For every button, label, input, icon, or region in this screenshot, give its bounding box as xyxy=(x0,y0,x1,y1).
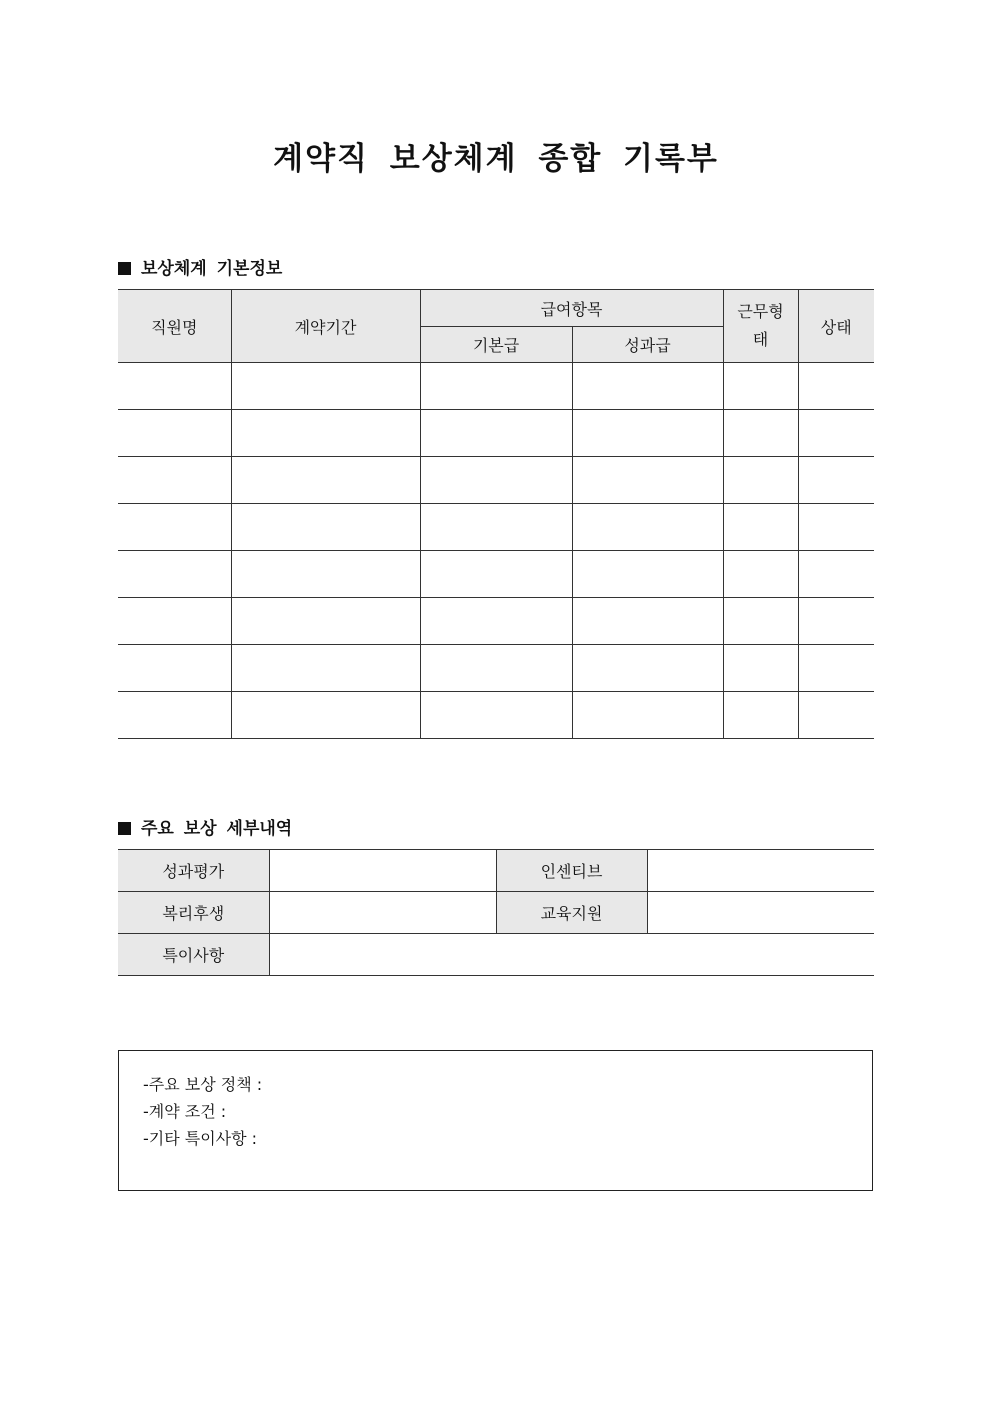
cell-work-type[interactable] xyxy=(723,410,798,457)
cell-base-pay[interactable] xyxy=(420,504,572,551)
header-contract-period: 계약기간 xyxy=(231,290,420,363)
cell-work-type[interactable] xyxy=(723,457,798,504)
label-incentive: 인센티브 xyxy=(496,850,647,892)
cell-bonus[interactable] xyxy=(572,692,723,739)
cell-work-type[interactable] xyxy=(723,598,798,645)
table-row xyxy=(118,551,874,598)
cell-bonus[interactable] xyxy=(572,363,723,410)
cell-bonus[interactable] xyxy=(572,551,723,598)
square-bullet-icon xyxy=(118,822,131,835)
cell-status[interactable] xyxy=(798,692,874,739)
table-row xyxy=(118,934,874,976)
value-remarks[interactable] xyxy=(269,934,874,976)
cell-name[interactable] xyxy=(118,645,231,692)
cell-period[interactable] xyxy=(231,692,420,739)
cell-base-pay[interactable] xyxy=(420,598,572,645)
value-education-support[interactable] xyxy=(647,892,874,934)
cell-name[interactable] xyxy=(118,598,231,645)
cell-work-type[interactable] xyxy=(723,363,798,410)
cell-name[interactable] xyxy=(118,410,231,457)
page-title: 계약직 보상체계 종합 기록부 xyxy=(273,141,719,177)
table-row xyxy=(118,363,874,410)
cell-base-pay[interactable] xyxy=(420,645,572,692)
label-welfare: 복리후생 xyxy=(118,892,269,934)
cell-base-pay[interactable] xyxy=(420,457,572,504)
cell-work-type[interactable] xyxy=(723,504,798,551)
cell-period[interactable] xyxy=(231,598,420,645)
cell-period[interactable] xyxy=(231,645,420,692)
cell-status[interactable] xyxy=(798,551,874,598)
cell-bonus[interactable] xyxy=(572,645,723,692)
cell-status[interactable] xyxy=(798,457,874,504)
square-bullet-icon xyxy=(118,262,131,275)
compensation-details-table xyxy=(118,849,874,976)
cell-bonus[interactable] xyxy=(572,410,723,457)
cell-base-pay[interactable] xyxy=(420,363,572,410)
note-other-remarks: -기타 특이사항 : xyxy=(143,1129,258,1148)
cell-name[interactable] xyxy=(118,363,231,410)
header-pay-items: 급여항목 xyxy=(420,290,723,327)
cell-period[interactable] xyxy=(231,457,420,504)
cell-period[interactable] xyxy=(231,410,420,457)
cell-name[interactable] xyxy=(118,551,231,598)
header-base-pay: 기본급 xyxy=(420,327,572,363)
section-heading-compensation-details xyxy=(118,814,292,839)
note-compensation-policy: -주요 보상 정책 : xyxy=(143,1075,263,1094)
cell-base-pay[interactable] xyxy=(420,410,572,457)
section-heading-text: 보상체계 기본정보 xyxy=(141,259,283,279)
note-contract-terms: -계약 조건 : xyxy=(143,1102,227,1121)
cell-name[interactable] xyxy=(118,457,231,504)
table-row xyxy=(118,892,874,934)
label-performance-review: 성과평가 xyxy=(118,850,269,892)
label-education-support: 교육지원 xyxy=(496,892,647,934)
cell-work-type[interactable] xyxy=(723,551,798,598)
basic-info-table xyxy=(118,289,874,739)
cell-name[interactable] xyxy=(118,504,231,551)
value-performance-review[interactable] xyxy=(269,850,496,892)
cell-base-pay[interactable] xyxy=(420,692,572,739)
cell-work-type[interactable] xyxy=(723,645,798,692)
value-incentive[interactable] xyxy=(647,850,874,892)
cell-period[interactable] xyxy=(231,504,420,551)
cell-period[interactable] xyxy=(231,551,420,598)
header-status: 상태 xyxy=(798,290,874,363)
notes-box[interactable] xyxy=(118,1050,873,1191)
cell-bonus[interactable] xyxy=(572,504,723,551)
table-row xyxy=(118,850,874,892)
table-row xyxy=(118,410,874,457)
table-row xyxy=(118,692,874,739)
header-employee-name: 직원명 xyxy=(118,290,231,363)
cell-work-type[interactable] xyxy=(723,692,798,739)
value-welfare[interactable] xyxy=(269,892,496,934)
cell-status[interactable] xyxy=(798,363,874,410)
cell-status[interactable] xyxy=(798,645,874,692)
cell-base-pay[interactable] xyxy=(420,551,572,598)
cell-name[interactable] xyxy=(118,692,231,739)
cell-bonus[interactable] xyxy=(572,457,723,504)
table-row xyxy=(118,457,874,504)
section-heading-basic-info xyxy=(118,254,282,279)
table-row xyxy=(118,504,874,551)
header-bonus: 성과급 xyxy=(572,327,723,363)
label-remarks: 특이사항 xyxy=(118,934,269,976)
cell-status[interactable] xyxy=(798,598,874,645)
cell-bonus[interactable] xyxy=(572,598,723,645)
header-work-type: 근무형 태 xyxy=(723,290,798,363)
section-heading-text: 주요 보상 세부내역 xyxy=(141,819,293,839)
cell-period[interactable] xyxy=(231,363,420,410)
cell-status[interactable] xyxy=(798,504,874,551)
cell-status[interactable] xyxy=(798,410,874,457)
table-row xyxy=(118,598,874,645)
table-row xyxy=(118,645,874,692)
